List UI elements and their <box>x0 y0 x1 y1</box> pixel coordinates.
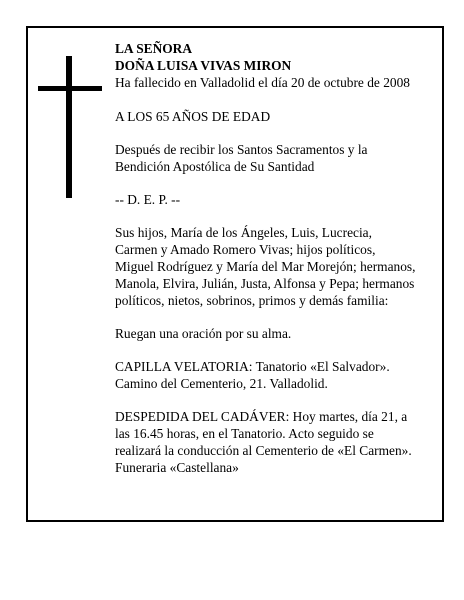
sacraments-statement: Después de recibir los Santos Sacramentos y la Bendición Apostólica de Su Santidad <box>115 142 368 174</box>
deceased-name: DOÑA LUISA VIVAS MIRON <box>115 58 292 73</box>
obituary-notice-frame <box>26 26 444 522</box>
obituary-heading <box>115 40 437 91</box>
age-statement: A LOS 65 AÑOS DE EDAD <box>115 109 271 124</box>
chapel-info: CAPILLA VELATORIA: Tanatorio «El Salvador». Camino del Cementerio, 21. Valladolid. <box>115 359 390 391</box>
prayer-request: Ruegan una oración por su alma. <box>115 326 292 341</box>
rip-line: -- D. E. P. -- <box>115 192 181 207</box>
cross-horizontal-bar <box>38 86 102 91</box>
farewell-info: DESPEDIDA DEL CADÁVER: Hoy martes, día 21, a las 16.45 horas, en el Tanatorio. Acto seguido se realizará la conducción al Cementerio de «El Carmen». Funeraria «Castellana» <box>115 409 412 475</box>
family-list: Sus hijos, María de los Ángeles, Luis, Lucrecia, Carmen y Amado Romero Vivas; hijos políticos, Miguel Rodríguez y María del Mar Morejón; hermanos, Manola, Elvira, Julián, Justa, Alfonsa y Pepa; hermanos políticos, nietos, sobrinos, primos y demás familia: <box>115 225 416 308</box>
deceased-title: LA SEÑORA <box>115 41 193 56</box>
latin-cross-icon <box>38 56 102 198</box>
death-announcement: Ha fallecido en Valladolid el día 20 de octubre de 2008 <box>115 75 410 90</box>
cross-vertical-bar <box>66 56 72 198</box>
obituary-text <box>115 40 437 476</box>
